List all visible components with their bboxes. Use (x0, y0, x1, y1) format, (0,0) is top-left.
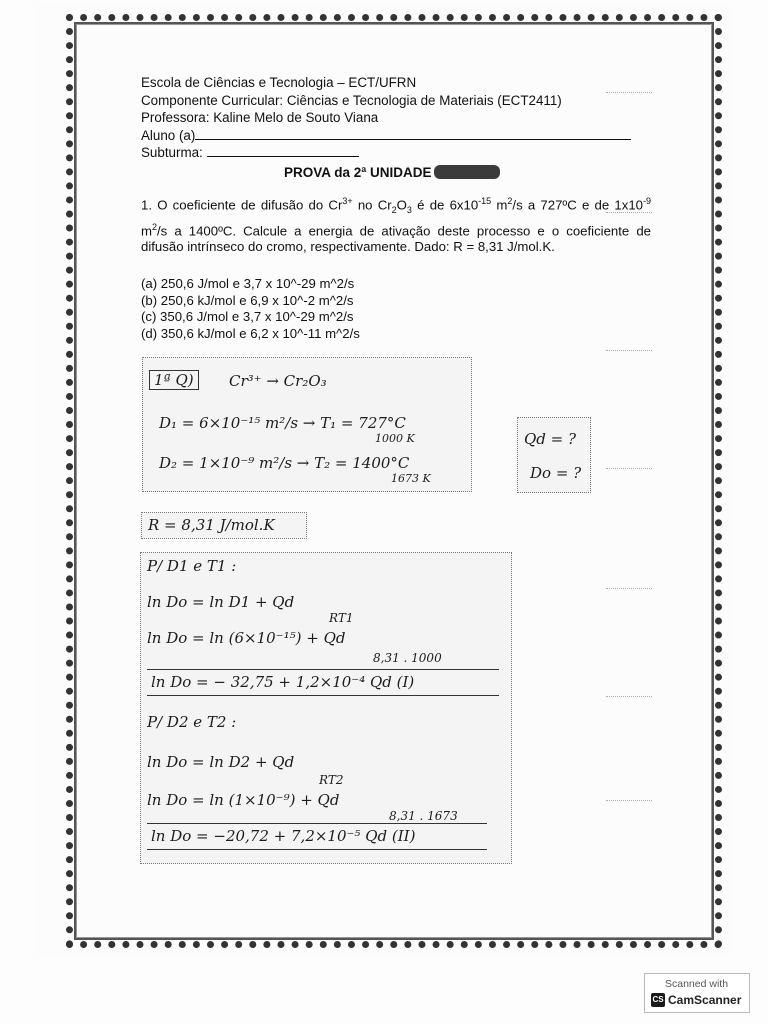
answer-options (141, 276, 360, 343)
margin-mark (606, 588, 652, 589)
equation-2-denominator: 8,31 . 1000 (373, 651, 442, 665)
equation-II: ln Do = −20,72 + 7,2×10⁻⁵ Qd (II) (151, 827, 416, 845)
superscript: -15 (478, 196, 492, 206)
class-line (207, 145, 359, 157)
camscanner-badge (644, 973, 750, 1013)
option-a: (a) 250,6 J/mol e 3,7 x 10^-29 m^2/s (141, 276, 355, 291)
teacher-name: Professora: Kaline Melo de Souto Viana (141, 110, 379, 125)
rule (147, 823, 487, 824)
rule (147, 849, 487, 850)
subscript: 3 (406, 205, 412, 216)
diffusion-1: D₁ = 6×10⁻¹⁵ m²/s → T₁ = 727°C (159, 414, 406, 432)
school-name: Escola de Ciências e Tecnologia – ECT/UFRN (141, 75, 417, 90)
option-b: (b) 250,6 kJ/mol e 6,9 x 10^-2 m^2/s (141, 292, 354, 308)
camscanner-logo-icon: CS (651, 993, 665, 1007)
student-label: Aluno (a) (141, 127, 196, 143)
superscript: -9 (643, 196, 652, 206)
step-heading-2: P/ D2 e T2 : (147, 713, 237, 731)
question-text: /s a 1400ºC. Calcule a energia de ativação deste processo e o coeficiente de difusão intrínseco do cromo, respectivamente. Dado: R = 8,31 J/mol.K. (141, 222, 651, 255)
gas-constant: R = 8,31 J/mol.K (148, 516, 275, 534)
margin-mark (606, 350, 652, 351)
reaction: Cr³⁺ → Cr₂O₃ (229, 372, 327, 390)
margin-mark (606, 800, 652, 801)
question-text: m (491, 197, 508, 213)
unknown-qd: Qd = ? (524, 430, 577, 448)
student-line (195, 128, 631, 140)
rule (147, 669, 499, 670)
question-text: /s a 727ºC e de 1x10 (512, 197, 643, 213)
temp-1-kelvin: 1000 K (375, 432, 415, 445)
equation-I: ln Do = − 32,75 + 1,2×10⁻⁴ Qd (I) (151, 673, 415, 691)
diffusion-2: D₂ = 1×10⁻⁹ m²/s → T₂ = 1400°C (159, 454, 410, 472)
unknown-do: Do = ? (530, 464, 582, 482)
question-text: O coeficiente de difusão do Cr (157, 197, 343, 213)
equation-3-denominator: RT2 (319, 773, 344, 787)
equation-1-denominator: RT1 (329, 611, 354, 625)
course-name: Componente Curricular: Ciências e Tecnologia de Materiais (ECT2411) (141, 92, 562, 108)
equation-4: ln Do = ln (1×10⁻⁹) + Qd (147, 791, 340, 809)
option-d: (d) 350,6 kJ/mol e 6,2 x 10^-11 m^2/s (141, 326, 360, 342)
temp-2-kelvin: 1673 K (391, 472, 431, 485)
class-field (141, 144, 631, 162)
question-tag: 1ª Q) (149, 370, 199, 390)
class-label: Subturma: (141, 145, 203, 160)
margin-mark (606, 468, 652, 469)
equation-2: ln Do = ln (6×10⁻¹⁵) + Qd (147, 629, 346, 647)
step-heading-1: P/ D1 e T1 : (147, 557, 237, 575)
question-text: m (141, 222, 152, 238)
equation-1: ln Do = ln D1 + Qd (147, 593, 295, 611)
exam-title-text: PROVA da 2ª UNIDADE (284, 165, 432, 180)
question-text: no Cr (352, 197, 392, 213)
margin-mark (606, 696, 652, 697)
superscript: 3+ (342, 196, 353, 206)
camscanner-caption: Scanned with (665, 978, 729, 990)
superscript: 2 (507, 196, 513, 206)
student-field (141, 127, 631, 145)
handwritten-box-data (142, 357, 472, 492)
exam-title (284, 165, 500, 180)
question-text: é de 6x10 (411, 197, 479, 213)
equation-3: ln Do = ln D2 + Qd (147, 753, 295, 771)
question-text: O (396, 197, 407, 213)
handwritten-box-constant (141, 512, 307, 539)
handwritten-box-solution (140, 552, 512, 864)
question-number: 1. (141, 197, 152, 213)
exam-header (141, 74, 631, 162)
question-1 (141, 193, 651, 256)
superscript: 2 (152, 221, 158, 232)
equation-4-denominator: 8,31 . 1673 (389, 809, 458, 823)
rule (147, 695, 499, 696)
camscanner-name: CamScanner (668, 993, 742, 1007)
handwritten-box-unknowns (517, 417, 591, 493)
option-c: (c) 350,6 J/mol e 3,7 x 10^-29 m^2/s (141, 309, 354, 325)
subscript: 2 (391, 205, 397, 216)
redacted-mark (434, 165, 500, 179)
